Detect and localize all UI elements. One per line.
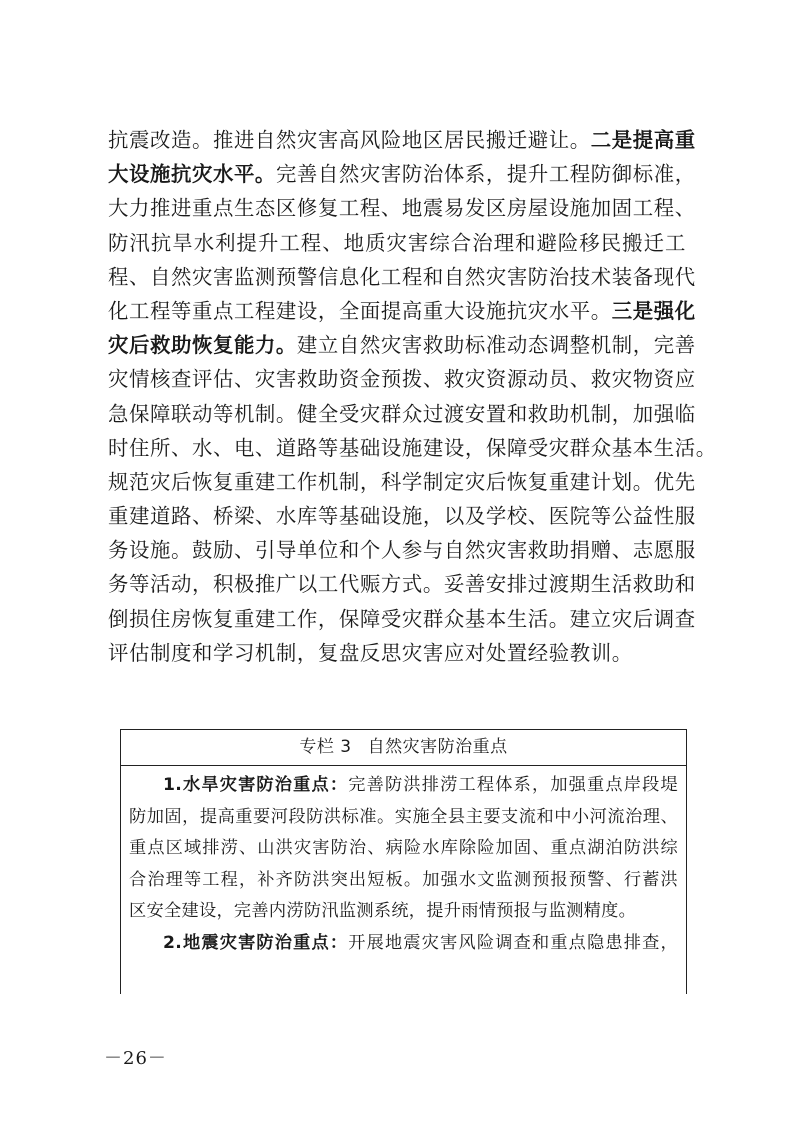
column-box-label: 专栏 3 <box>299 737 352 757</box>
line-text: 大力推进重点生态区修复工程、地震易发区房屋设施加固工程、 <box>108 196 696 221</box>
line-text: 倒损住房恢复重建工作，保障受灾群众基本生活。建立灾后调查 <box>108 606 696 631</box>
line-text: 防汛抗旱水利提升工程、地质灾害综合治理和避险移民搬迁工 <box>108 230 686 255</box>
line-text: 时住所、水、电、道路等基础设施建设，保障受灾群众基本生活。 <box>108 435 717 460</box>
page-number: －26－ <box>104 1048 167 1069</box>
paragraph-line <box>108 260 696 294</box>
line-text: 重建道路、桥梁、水库等基础设施，以及学校、医院等公益性服 <box>108 504 696 529</box>
line-text: 务等活动，积极推广以工代赈方式。妥善安排过渡期生活救助和 <box>108 572 696 597</box>
bold-heading-text: 二是提高重 <box>590 128 696 152</box>
column-line <box>129 770 678 802</box>
paragraph-line <box>108 636 686 670</box>
column-line-text: 区安全建设，完善内涝防汛监测系统，提升雨情预报与监测精度。 <box>129 901 637 922</box>
bold-heading-text: 三是强化 <box>611 298 696 323</box>
line-text: 灾情核查评估、灾害救助资金预拨、救灾资源动员、救灾物资应 <box>108 367 696 392</box>
paragraph-line <box>108 465 696 499</box>
main-paragraph <box>108 123 717 670</box>
column-line <box>129 896 678 928</box>
column-box-title <box>121 730 686 766</box>
bold-heading-text: 大设施抗灾水平。 <box>108 162 276 187</box>
paragraph-line <box>108 567 696 601</box>
paragraph-line <box>108 123 696 157</box>
column-line <box>129 802 678 834</box>
line-text: 建立自然灾害救助标准动态调整机制，完善 <box>296 333 696 358</box>
line-text: 务设施。鼓励、引导单位和个人参与自然灾害救助捐赠、志愿服 <box>108 538 696 563</box>
bold-heading-text: 灾后救助恢复能力。 <box>108 333 297 358</box>
paragraph-line <box>108 328 696 362</box>
paragraph-line <box>108 602 696 636</box>
column-box <box>120 729 687 994</box>
line-text: 规范灾后恢复重建工作机制，科学制定灾后恢复重建计划。优先 <box>108 469 696 494</box>
column-line <box>129 833 678 865</box>
column-item-heading: 2.地震灾害防治重点： <box>163 932 349 953</box>
column-line <box>129 928 678 960</box>
paragraph-line <box>108 499 696 533</box>
line-text: 化工程等重点工程建设，全面提高重大设施抗灾水平。 <box>108 298 612 323</box>
column-line-text: 防加固，提高重要河段防洪标准。实施全县主要支流和中小河流治理、 <box>129 806 678 827</box>
column-line-text: 合治理等工程，补齐防洪突出短板。加强水文监测预报预警、行蓄洪 <box>129 869 678 890</box>
column-box-body <box>121 766 686 960</box>
paragraph-line <box>108 431 717 465</box>
line-text: 急保障联动等机制。健全受灾群众过渡安置和救助机制，加强临 <box>108 401 696 426</box>
column-line-text: 开展地震灾害风险调查和重点隐患排查， <box>348 932 679 953</box>
paragraph-line <box>108 533 696 567</box>
paragraph-line <box>108 157 696 191</box>
line-text: 完善自然灾害防治体系，提升工程防御标准， <box>275 162 696 187</box>
column-item-heading: 1.水旱灾害防治重点： <box>163 775 349 795</box>
line-text: 抗震改造。推进自然灾害高风险地区居民搬迁避让。 <box>108 128 591 152</box>
paragraph-line <box>108 294 696 328</box>
column-line-text: 重点区域排涝、山洪灾害防治、病险水库除险加固、重点湖泊防洪综 <box>129 838 678 859</box>
line-text: 程、自然灾害监测预警信息化工程和自然灾害防治技术装备现代 <box>108 264 696 289</box>
column-box-heading: 自然灾害防治重点 <box>367 737 508 757</box>
line-text: 评估制度和学习机制，复盘反思灾害应对处置经验教训。 <box>108 640 633 665</box>
column-line <box>129 865 678 897</box>
column-line-text: 完善防洪排涝工程体系，加强重点岸段堤 <box>348 775 679 795</box>
paragraph-line <box>108 226 686 260</box>
paragraph-line <box>108 397 696 431</box>
paragraph-line <box>108 191 696 225</box>
paragraph-line <box>108 362 696 396</box>
